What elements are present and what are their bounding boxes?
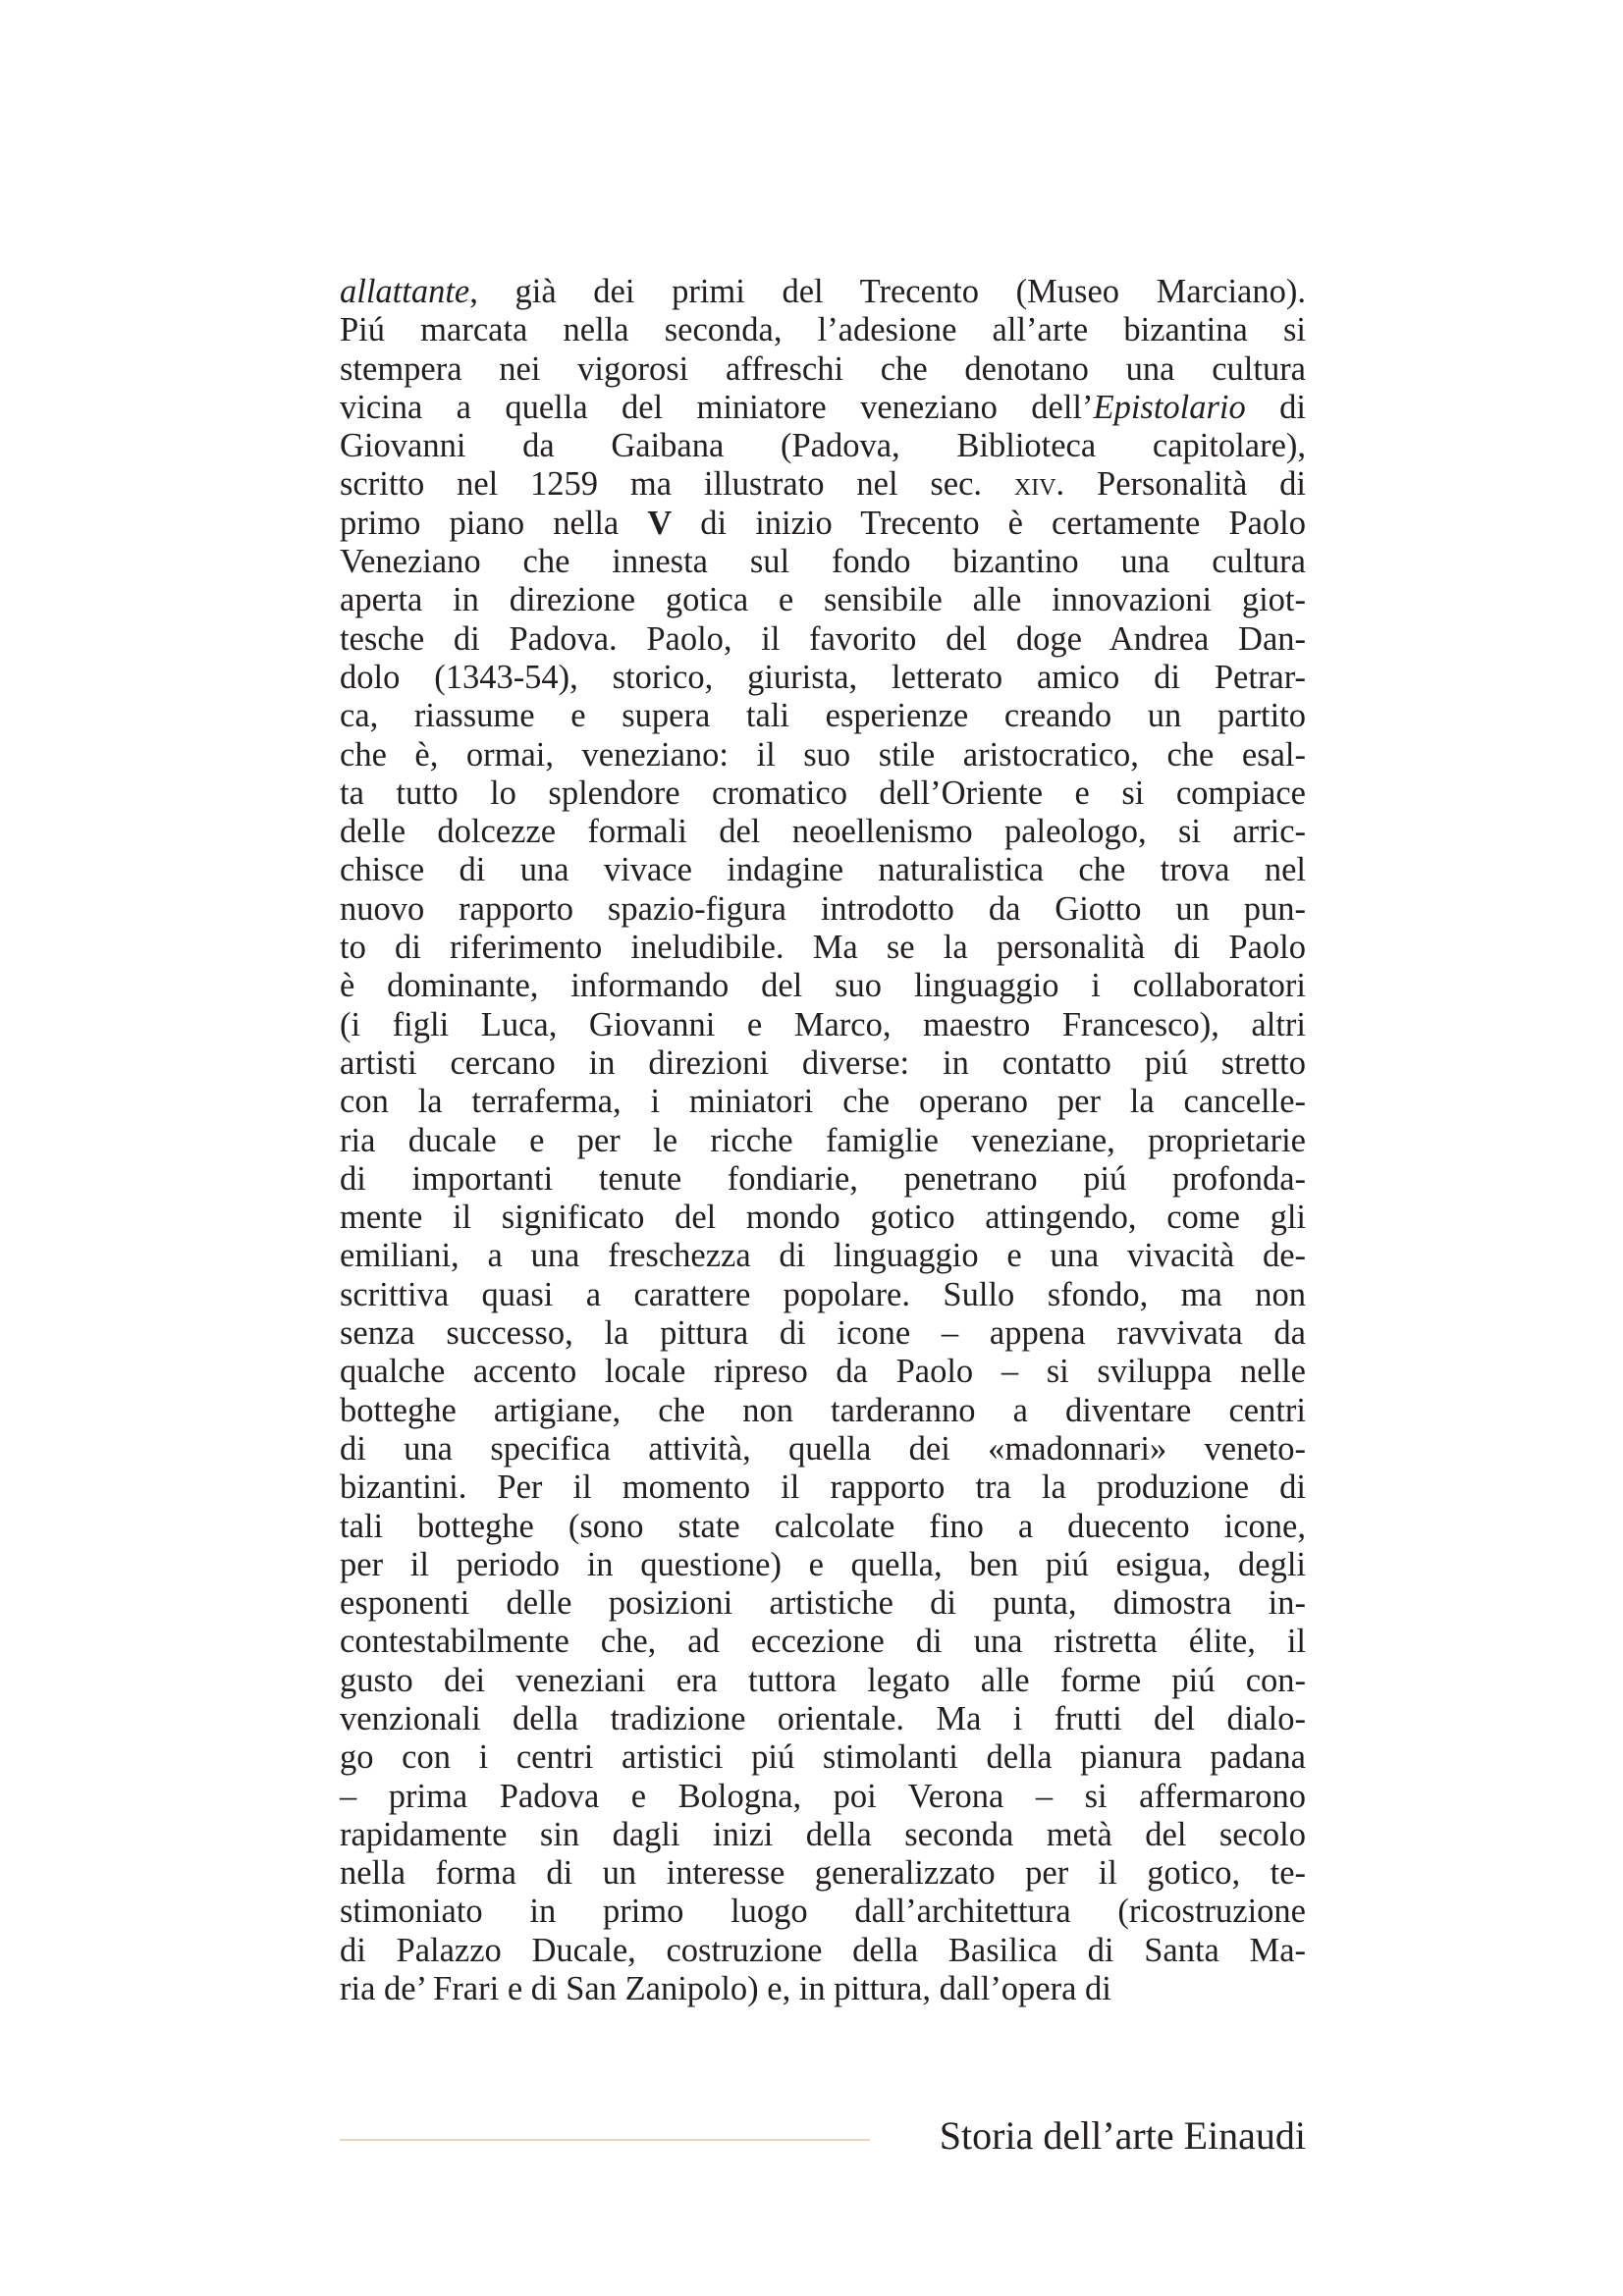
text-run: che è, ormai, veneziano: il suo stile aristocratico, che esal- <box>340 735 1306 774</box>
text-run: to di riferimento ineludibile. Ma se la personalità di Paolo <box>340 929 1306 967</box>
text-run: ta tutto lo splendore cromatico dell’Oriente e si compiace <box>340 774 1306 812</box>
text-run: Veneziano che innesta sul fondo bizantino una cultura <box>340 543 1306 581</box>
text-run: stempera nei vigorosi affreschi che denotano una cultura <box>340 349 1306 388</box>
text-line <box>340 1662 1306 1700</box>
text-line <box>340 543 1306 581</box>
text-run: nella forma di un interesse generalizzato per il gotico, te- <box>340 1854 1306 1893</box>
text-run: artisti cercano in direzioni diverse: in contatto piú stretto <box>340 1043 1306 1082</box>
text-line <box>340 1623 1306 1661</box>
text-run: go con i centri artistici piú stimolanti della pianura padana <box>340 1738 1306 1777</box>
text-run: dolo (1343-54), storico, giurista, letterato amico di Petrar- <box>340 658 1306 696</box>
text-line <box>340 1584 1306 1623</box>
text-line <box>340 659 1306 697</box>
text-run: è dominante, informando del suo linguaggio i collaboratori <box>340 967 1306 1005</box>
text-line <box>340 890 1306 929</box>
text-line <box>340 1199 1306 1237</box>
text-run: bizantini. Per il momento il rapporto tra la produzione di <box>340 1468 1306 1507</box>
text-run: Piú marcata nella seconda, l’adesione all’arte bizantina si <box>340 311 1306 349</box>
text-run: esponenti delle posizioni artistiche di punta, dimostra in- <box>340 1584 1306 1623</box>
text-run: rapidamente sin dagli inizi della seconda metà del secolo <box>340 1815 1306 1853</box>
text-run: botteghe artigiane, che non tarderanno a diventare centri <box>340 1391 1306 1429</box>
text-line <box>340 1700 1306 1738</box>
text-run: aperta in direzione gotica e sensibile alle innovazioni giot- <box>340 581 1306 619</box>
text-run: qualche accento locale ripreso da Paolo – si sviluppa nelle <box>340 1353 1306 1391</box>
text-line <box>340 1468 1306 1507</box>
text-line <box>340 929 1306 967</box>
text-run: di Palazzo Ducale, costruzione della Basilica di Santa Ma- <box>340 1931 1306 1969</box>
text-line <box>340 465 1306 504</box>
text-run: scrittiva quasi a carattere popolare. Sullo sfondo, ma non <box>340 1275 1306 1313</box>
text-run: di una specifica attività, quella dei «madonnari» veneto- <box>340 1429 1306 1468</box>
footer-title: Storia dell’arte Einaudi <box>939 2113 1306 2158</box>
text-line <box>340 389 1306 427</box>
footer-rule <box>340 2139 870 2141</box>
text-run: ria de’ Frari e di San Zanipolo) e, in pittura, dall’opera di <box>340 1970 1111 2008</box>
text-line <box>340 1314 1306 1353</box>
text-run: primo piano nella <box>340 504 648 542</box>
text-line <box>340 1353 1306 1391</box>
text-line <box>340 1854 1306 1893</box>
text-line <box>340 813 1306 851</box>
text-line <box>340 1816 1306 1854</box>
text-line <box>340 581 1306 619</box>
text-line <box>340 1738 1306 1777</box>
text-run: (i figli Luca, Giovanni e Marco, maestro Francesco), altri <box>340 1005 1306 1043</box>
text-run: vicina a quella del miniatore veneziano dell’ <box>340 388 1094 426</box>
text-run: delle dolcezze formali del neoellenismo paleologo, si arric- <box>340 813 1306 851</box>
text-line <box>340 697 1306 735</box>
bold-run: V <box>647 504 673 542</box>
text-line <box>340 1044 1306 1083</box>
text-run: venzionali della tradizione orientale. Ma i frutti del dialo- <box>340 1699 1306 1737</box>
text-run: – prima Padova e Bologna, poi Verona – si affermarono <box>340 1777 1306 1815</box>
text-run: stimoniato in primo luogo dall’architettura (ricostruzione <box>340 1893 1306 1931</box>
text-line <box>340 427 1306 465</box>
text-line <box>340 1508 1306 1546</box>
text-line <box>340 1546 1306 1584</box>
text-line <box>340 736 1306 774</box>
text-line <box>340 1893 1306 1931</box>
text-line <box>340 1006 1306 1044</box>
text-run: tesche di Padova. Paolo, il favorito del doge Andrea Dan- <box>340 619 1306 658</box>
text-line <box>340 1083 1306 1121</box>
text-run: emiliani, a una freschezza di linguaggio e una vivacità de- <box>340 1237 1306 1275</box>
small-caps-run: xiv <box>1013 465 1056 504</box>
text-line <box>340 1970 1306 2008</box>
text-line <box>340 1430 1306 1468</box>
text-run: , già dei primi del Trecento (Museo Marciano). <box>469 273 1306 310</box>
text-line <box>340 967 1306 1005</box>
text-run: contestabilmente che, ad eccezione di una ristretta élite, il <box>340 1623 1306 1661</box>
text-line <box>340 311 1306 349</box>
text-line <box>340 1276 1306 1314</box>
text-line <box>340 1392 1306 1430</box>
text-line <box>340 1237 1306 1275</box>
italic-run: Epistolario <box>1093 388 1246 426</box>
text-run: di <box>1245 388 1306 426</box>
text-run: chisce di una vivace indagine naturalistica che trova nel <box>340 851 1306 889</box>
text-run: ria ducale e per le ricche famiglie veneziane, proprietarie <box>340 1121 1306 1159</box>
text-run: senza successo, la pittura di icone – appena ravvivata da <box>340 1314 1306 1353</box>
text-run: di importanti tenute fondiarie, penetrano piú profonda- <box>340 1159 1306 1198</box>
italic-run: allattante <box>340 273 470 310</box>
text-run: mente il significato del mondo gotico attingendo, come gli <box>340 1199 1306 1237</box>
text-line <box>340 851 1306 889</box>
body-text <box>340 273 1306 2008</box>
text-run: per il periodo in questione) e quella, ben piú esigua, degli <box>340 1545 1306 1583</box>
text-line <box>340 1122 1306 1160</box>
text-run: nuovo rapporto spazio-figura introdotto da Giotto un pun- <box>340 889 1306 928</box>
text-line <box>340 505 1306 543</box>
text-line <box>340 1778 1306 1816</box>
text-run: ca, riassume e supera tali esperienze creando un partito <box>340 697 1306 735</box>
text-run: gusto dei veneziani era tuttora legato alle forme piú con- <box>340 1661 1306 1699</box>
text-run: di inizio Trecento è certamente Paolo <box>672 504 1306 542</box>
text-line <box>340 273 1306 311</box>
text-run: . Personalità di <box>1055 465 1306 504</box>
text-line <box>340 774 1306 813</box>
text-run: scritto nel 1259 ma illustrato nel sec. <box>340 465 1014 504</box>
text-run: tali botteghe (sono state calcolate fino a duecento icone, <box>340 1507 1306 1545</box>
text-line <box>340 620 1306 659</box>
text-line <box>340 1160 1306 1199</box>
text-run: Giovanni da Gaibana (Padova, Biblioteca capitolare), <box>340 427 1306 465</box>
text-line <box>340 1932 1306 1970</box>
text-line <box>340 350 1306 389</box>
text-run: con la terraferma, i miniatori che operano per la cancelle- <box>340 1083 1306 1121</box>
